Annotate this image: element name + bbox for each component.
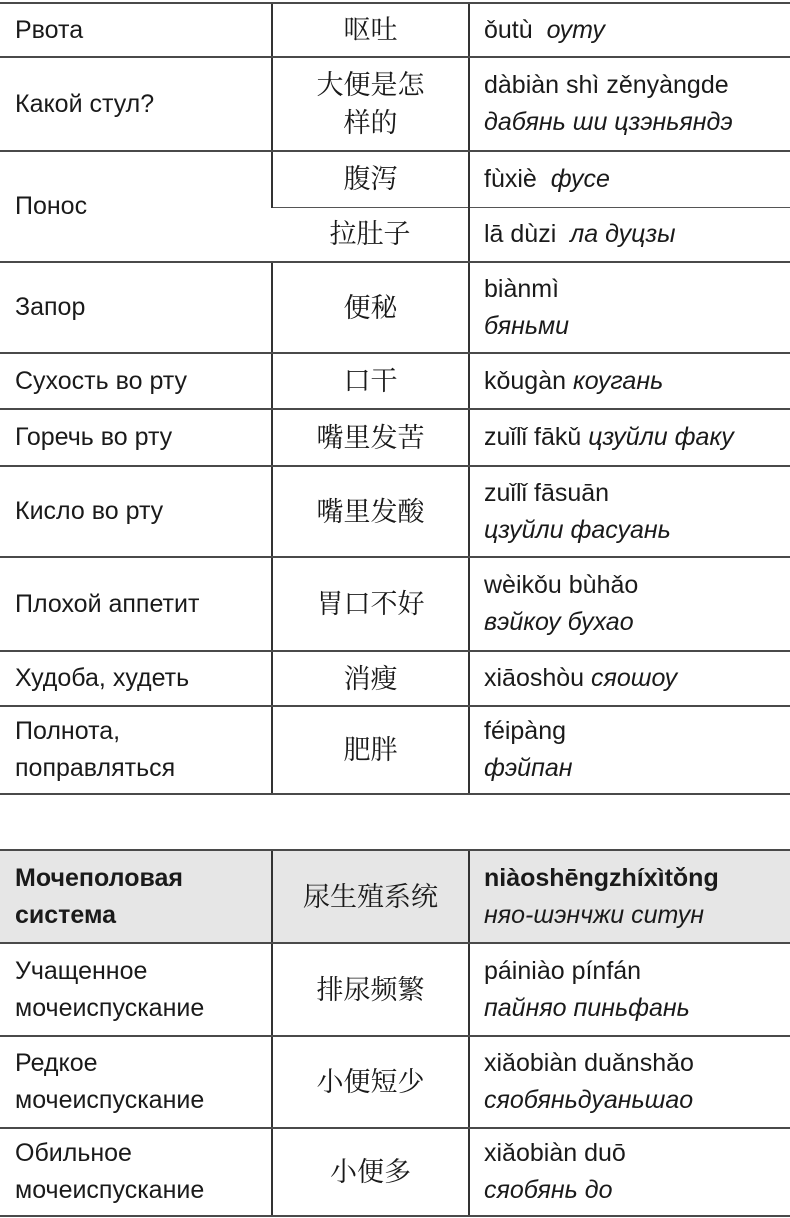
transliteration: ла дуцзы [570,219,676,248]
pinyin: zuǐlǐ fāsuān [484,478,610,507]
russian-term: Рвота [0,3,272,57]
pinyin: biànmì [484,274,560,303]
chinese-term: 腹泻 [272,151,469,207]
table-row [0,151,790,207]
pronunciation [469,151,790,207]
pronunciation [469,557,790,651]
pronunciation [469,3,790,57]
pronunciation [469,706,790,794]
russian-term: Запор [0,262,272,353]
russian-line: мочеиспускание [15,1086,205,1114]
russian-term: Кисло во рту [0,466,272,557]
pronunciation [469,466,790,557]
russian-term [0,1128,272,1216]
russian-term: Какой стул? [0,57,272,151]
chinese-term: 排尿频繁 [272,943,469,1036]
pronunciation [469,943,790,1036]
transliteration: цзуйли фасуань [484,515,671,544]
transliteration: фусе [550,164,610,193]
russian-term: Худоба, худеть [0,651,272,706]
russian-line: Редкое [15,1049,98,1077]
russian-line: Учащенное [15,956,148,985]
section-title-chinese: 尿生殖系统 [272,850,469,943]
pinyin: niàoshēngzhíxìtǒng [484,863,719,892]
pinyin: xiāoshòu [484,664,585,692]
table-row [0,353,790,409]
section-title-russian [0,850,272,943]
transliteration: коугань [572,366,664,395]
chinese-term: 小便短少 [272,1036,469,1128]
pinyin: féipàng [484,717,567,745]
pinyin: xiǎobiàn duǎnshǎo [484,1049,694,1077]
table-row [0,943,790,1036]
transliteration: сяошоу [591,664,678,692]
table-row [0,557,790,651]
russian-term [0,943,272,1036]
chinese-term: 小便多 [272,1128,469,1216]
pronunciation [469,207,790,262]
pinyin: páiniào pínfán [484,956,642,985]
chinese-term: 嘴里发苦 [272,409,469,466]
pronunciation [469,1128,790,1216]
pinyin: xiǎobiàn duō [484,1139,626,1167]
russian-term: Горечь во рту [0,409,272,466]
russian-line: Обильное [15,1139,132,1167]
table-row [0,57,790,151]
table-row [0,262,790,353]
table-row [0,409,790,466]
russian-term: Сухость во рту [0,353,272,409]
pronunciation [469,1036,790,1128]
transliteration: пайняо пиньфань [484,993,690,1022]
chinese-term: 呕吐 [272,3,469,57]
russian-line: мочеиспускание [15,993,205,1022]
pinyin: kǒugàn [484,366,567,395]
table-row [0,466,790,557]
russian-line: поправляться [15,754,176,782]
chinese-line: 大便是怎 [316,70,425,100]
table-row [0,706,790,794]
section-title-pronunciation [469,850,790,943]
transliteration: вэйкоу бухао [484,608,634,636]
russian-line: мочеиспускание [15,1176,205,1204]
pinyin: ǒutù [484,15,533,44]
russian-term [0,706,272,794]
transliteration: сяобяньдуаньшао [484,1086,694,1114]
transliteration: няо-шэнчжи ситун [484,900,705,929]
transliteration: фэйпан [484,754,573,782]
symptoms-table-genitourinary [0,849,790,1217]
transliteration: оуту [546,15,605,44]
russian-line: Мочеполовая [15,863,183,892]
transliteration: дабянь ши цзэньяндэ [484,108,733,136]
chinese-term: 嘴里发酸 [272,466,469,557]
transliteration: бяньми [484,311,570,340]
russian-line: система [15,900,117,929]
transliteration: цзуйли факу [588,423,734,451]
pronunciation [469,651,790,706]
pinyin: zuǐlǐ fākǔ [484,423,582,451]
russian-term: Понос [0,151,272,262]
section-header-row [0,850,790,943]
chinese-term: 口干 [272,353,469,409]
chinese-term: 肥胖 [272,706,469,794]
chinese-term: 便秘 [272,262,469,353]
pinyin: wèikǒu bùhǎo [484,571,639,599]
chinese-term: 消瘦 [272,651,469,706]
table-row [0,3,790,57]
chinese-term: 拉肚子 [272,207,469,262]
chinese-term: 胃口不好 [272,557,469,651]
pinyin: fùxiè [484,164,537,193]
russian-term [0,1036,272,1128]
table-row [0,651,790,706]
pronunciation [469,57,790,151]
table-row [0,1128,790,1216]
russian-line: Полнота, [15,717,121,745]
pronunciation [469,409,790,466]
pronunciation [469,262,790,353]
chinese-line: 样的 [343,108,398,138]
pinyin: dàbiàn shì zěnyàngde [484,71,729,99]
pronunciation [469,353,790,409]
symptoms-table-digestive [0,2,790,795]
russian-term: Плохой аппетит [0,557,272,651]
transliteration: сяобянь до [484,1176,613,1204]
chinese-term [272,57,469,151]
table-row [0,1036,790,1128]
pinyin: lā dùzi [484,219,557,248]
